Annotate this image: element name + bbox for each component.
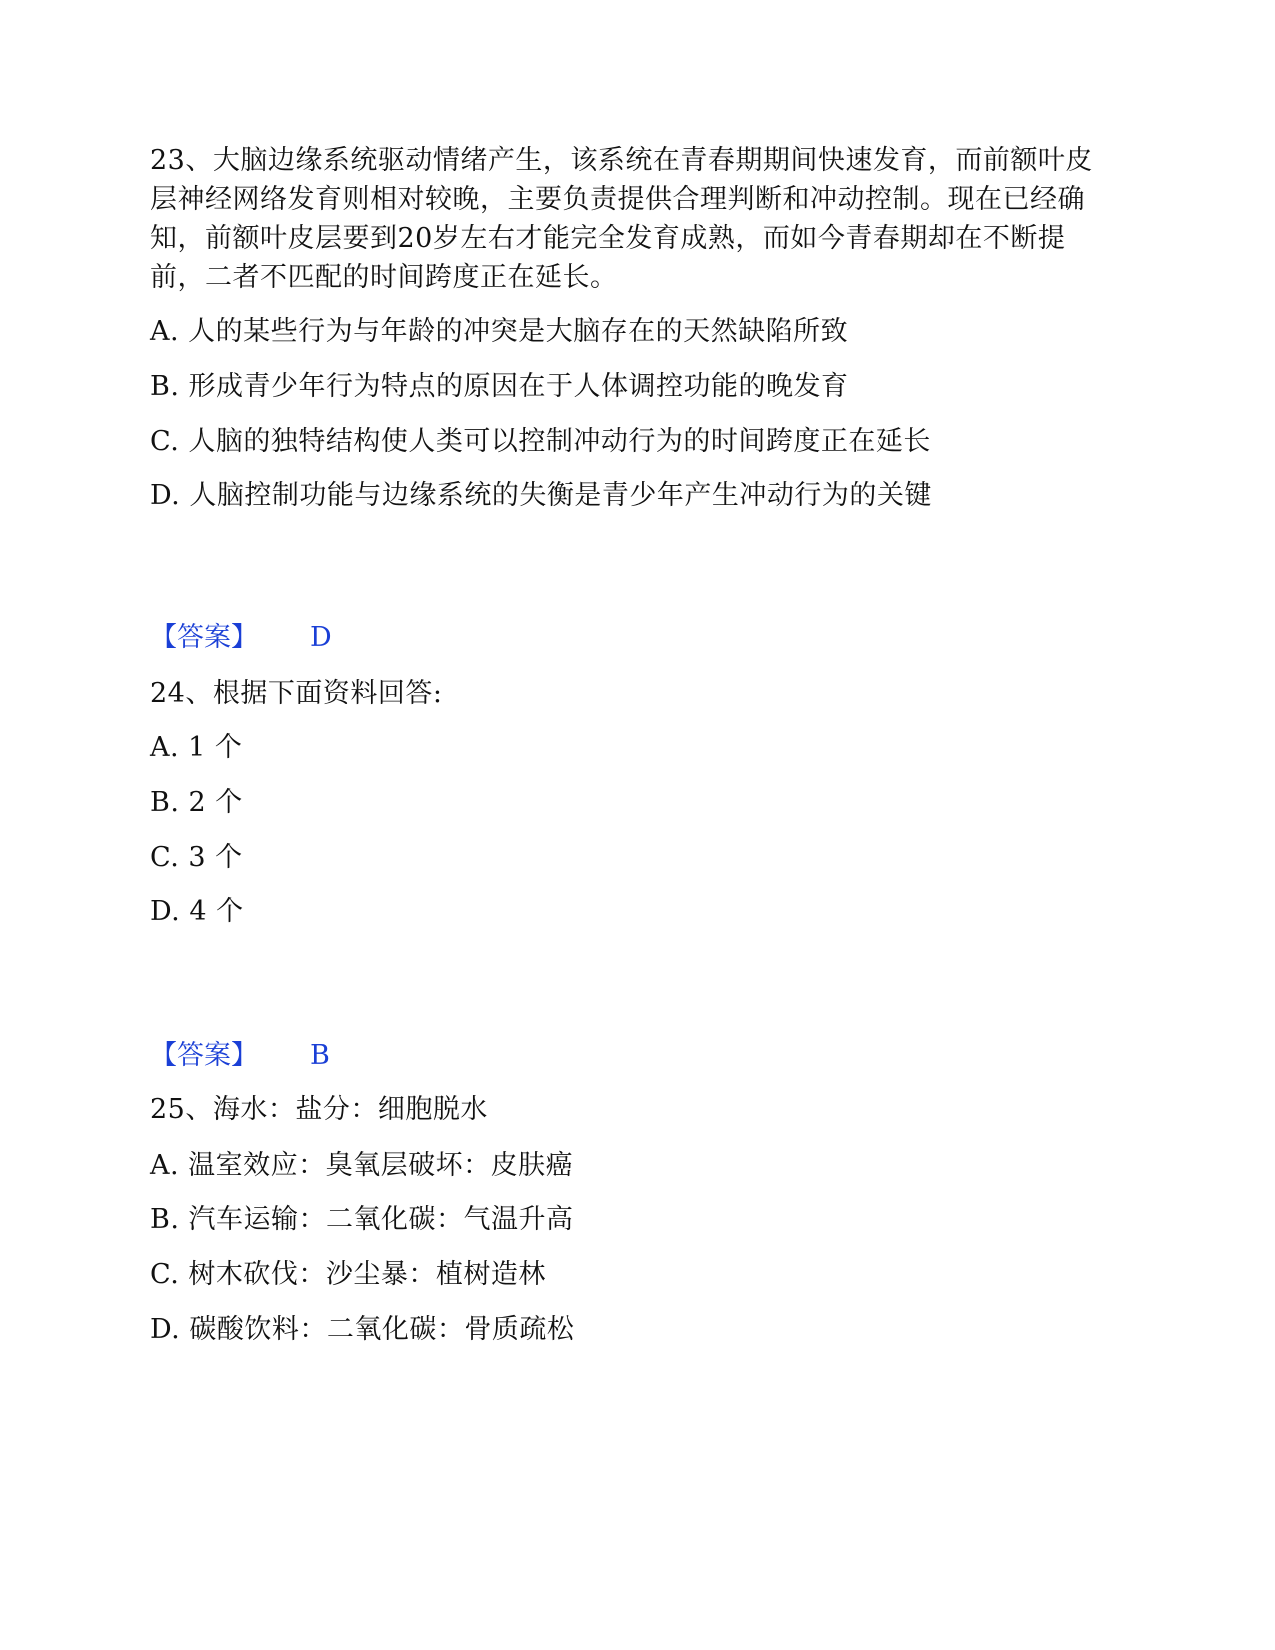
question-25-option-b	[150, 1202, 1110, 1238]
option-text: B. 汽车运输：二氧化碳：气温升高	[150, 1204, 574, 1235]
question-23-option-d	[150, 478, 1110, 514]
question-24	[150, 676, 1110, 712]
option-text: C. 树木砍伐：沙尘暴：植树造林	[150, 1259, 546, 1290]
option-text: C. 3 个	[150, 842, 243, 873]
question-25-stem: 25、海水：盐分：细胞脱水	[150, 1094, 488, 1125]
question-23-stem: 23、大脑边缘系统驱动情绪产生，该系统在青春期期间快速发育，而前额叶皮层神经网络发育则相对较晚，主要负责提供合理判断和冲动控制。现在已经确知，前额叶皮层要到20岁左右才能完全发育成熟，而如今青春期却在不断提前，二者不匹配的时间跨度正在延长。	[150, 145, 1093, 293]
question-25-option-a	[150, 1148, 1110, 1184]
question-25-option-c	[150, 1257, 1110, 1293]
question-24-option-b	[150, 785, 1110, 821]
answer-label: 【答案】	[150, 1040, 258, 1071]
question-24-option-a	[150, 730, 1110, 766]
option-text: D. 人脑控制功能与边缘系统的失衡是青少年产生冲动行为的关键	[150, 480, 932, 511]
question-23-answer	[150, 620, 1110, 656]
question-24-option-c	[150, 840, 1110, 876]
option-text: C. 人脑的独特结构使人类可以控制冲动行为的时间跨度正在延长	[150, 426, 931, 457]
option-text: A. 温室效应：臭氧层破坏：皮肤癌	[150, 1150, 574, 1181]
answer-value: B	[310, 1040, 330, 1071]
question-23	[150, 141, 1110, 297]
question-24-stem: 24、根据下面资料回答:	[150, 678, 443, 709]
question-23-option-b	[150, 369, 1110, 405]
option-text: A. 人的某些行为与年龄的冲突是大脑存在的天然缺陷所致	[150, 316, 849, 347]
option-text: D. 碳酸饮料：二氧化碳：骨质疏松	[150, 1314, 575, 1345]
answer-label: 【答案】	[150, 622, 258, 653]
option-text: B. 形成青少年行为特点的原因在于人体调控功能的晚发育	[150, 371, 849, 402]
question-24-option-d	[150, 894, 1110, 930]
question-25-option-d	[150, 1312, 1110, 1348]
option-text: B. 2 个	[150, 787, 243, 818]
option-text: A. 1 个	[150, 732, 243, 763]
option-text: D. 4 个	[150, 896, 244, 927]
question-23-option-c	[150, 424, 1110, 460]
question-23-option-a	[150, 314, 1110, 350]
question-25	[150, 1092, 1110, 1128]
question-24-answer	[150, 1038, 1110, 1074]
answer-value: D	[310, 622, 332, 653]
